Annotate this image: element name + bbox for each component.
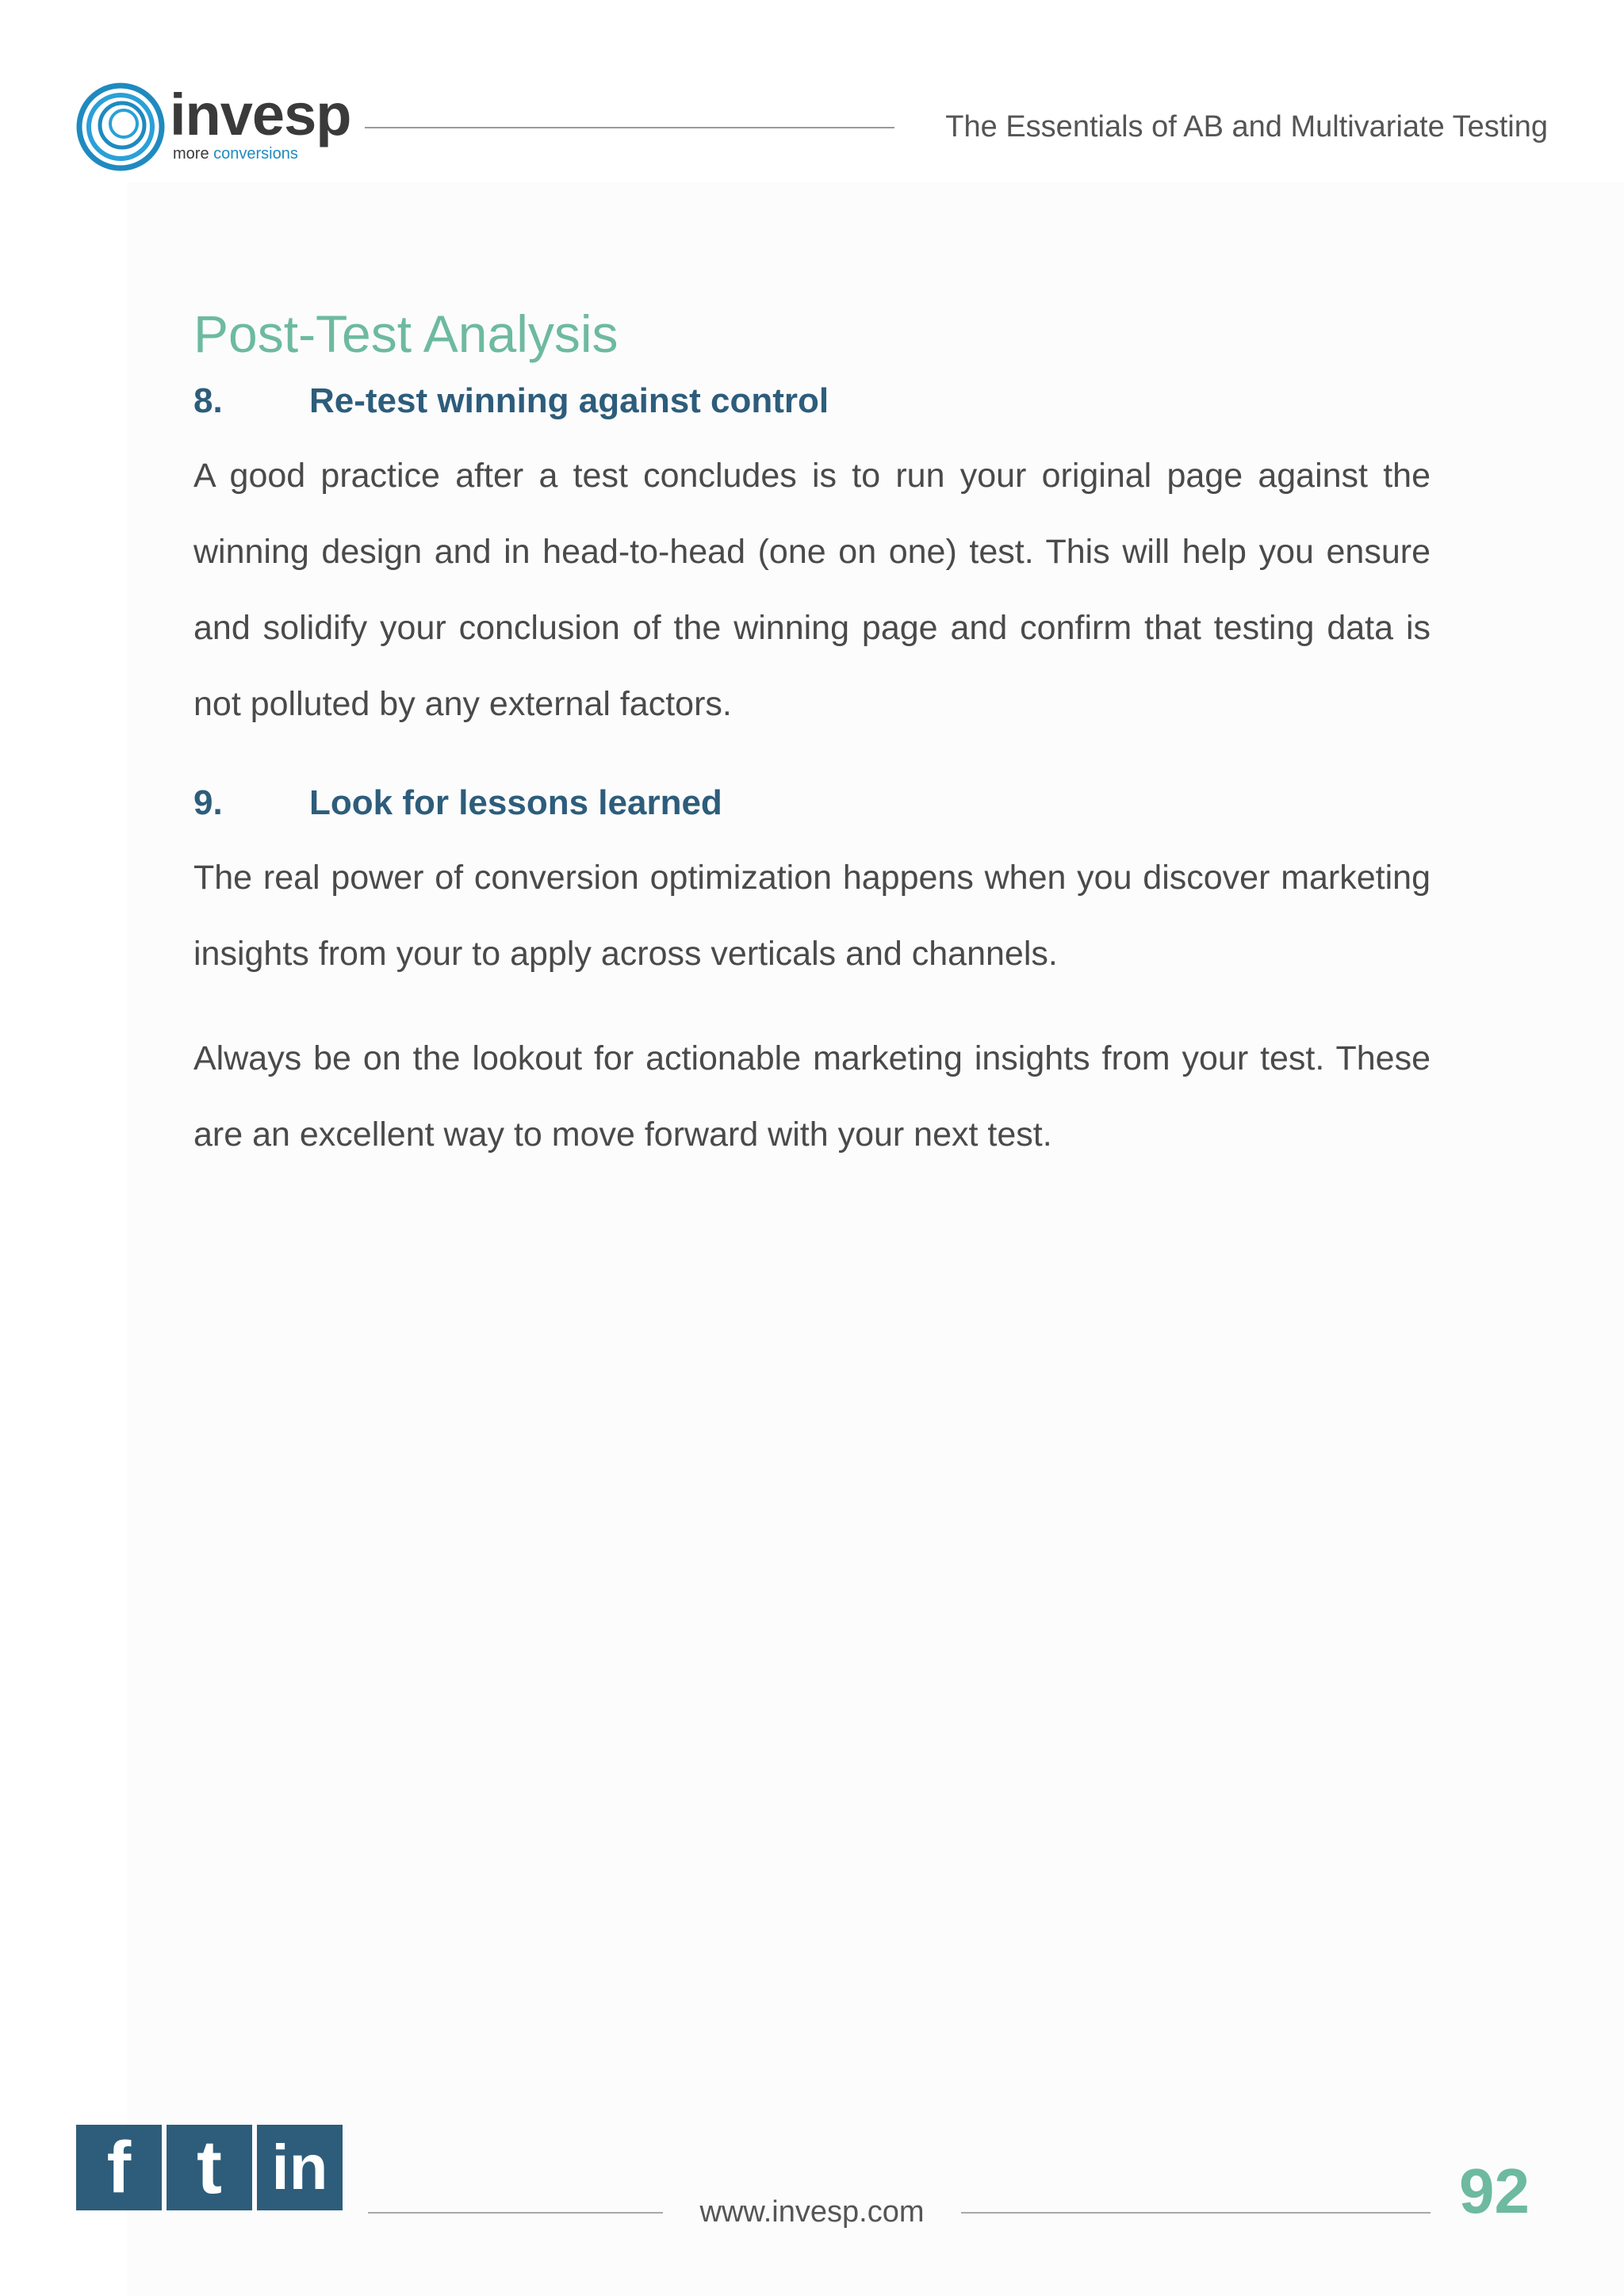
twitter-icon[interactable]: t [167, 2125, 252, 2210]
paragraph: The real power of conversion optimization happens when you discover marketing insights from your to apply across verticals and channels. [193, 858, 1431, 973]
page-content [193, 301, 1431, 1173]
item-number: 8. [193, 381, 223, 420]
linkedin-icon[interactable]: in [257, 2125, 343, 2210]
paragraph: Always be on the lookout for actionable marketing insights from your test. These are an excellent way to move forward with your next test. [193, 1039, 1431, 1154]
footer-divider-right [961, 2212, 1431, 2214]
logo-tagline: more conversions [173, 145, 298, 163]
page-number: 92 [1459, 2156, 1530, 2226]
item-title: Look for lessons learned [309, 783, 722, 822]
item-number: 9. [193, 783, 223, 822]
logo-wordmark: invesp [170, 82, 351, 147]
item-heading [193, 378, 1431, 423]
item-title: Re-test winning against control [309, 381, 829, 420]
social-links [76, 2125, 343, 2210]
section-title: Post-Test Analysis [193, 304, 619, 363]
document-title: The Essentials of AB and Multivariate Testing [945, 110, 1548, 144]
website-link[interactable]: www.invesp.com [699, 2195, 925, 2229]
facebook-icon[interactable]: f [76, 2125, 162, 2210]
header-divider [365, 127, 894, 128]
paragraph: A good practice after a test concludes is to run your original page against the winning design and in head-to-head (one on one) test. This will help you ensure and solidify your conclusion of the winning page and confirm that testing data is not polluted by any external factors. [193, 456, 1431, 723]
logo-swirl-icon [76, 82, 165, 171]
invesp-logo[interactable] [76, 82, 351, 178]
item-heading [193, 780, 1431, 825]
footer-divider-left [368, 2212, 663, 2214]
